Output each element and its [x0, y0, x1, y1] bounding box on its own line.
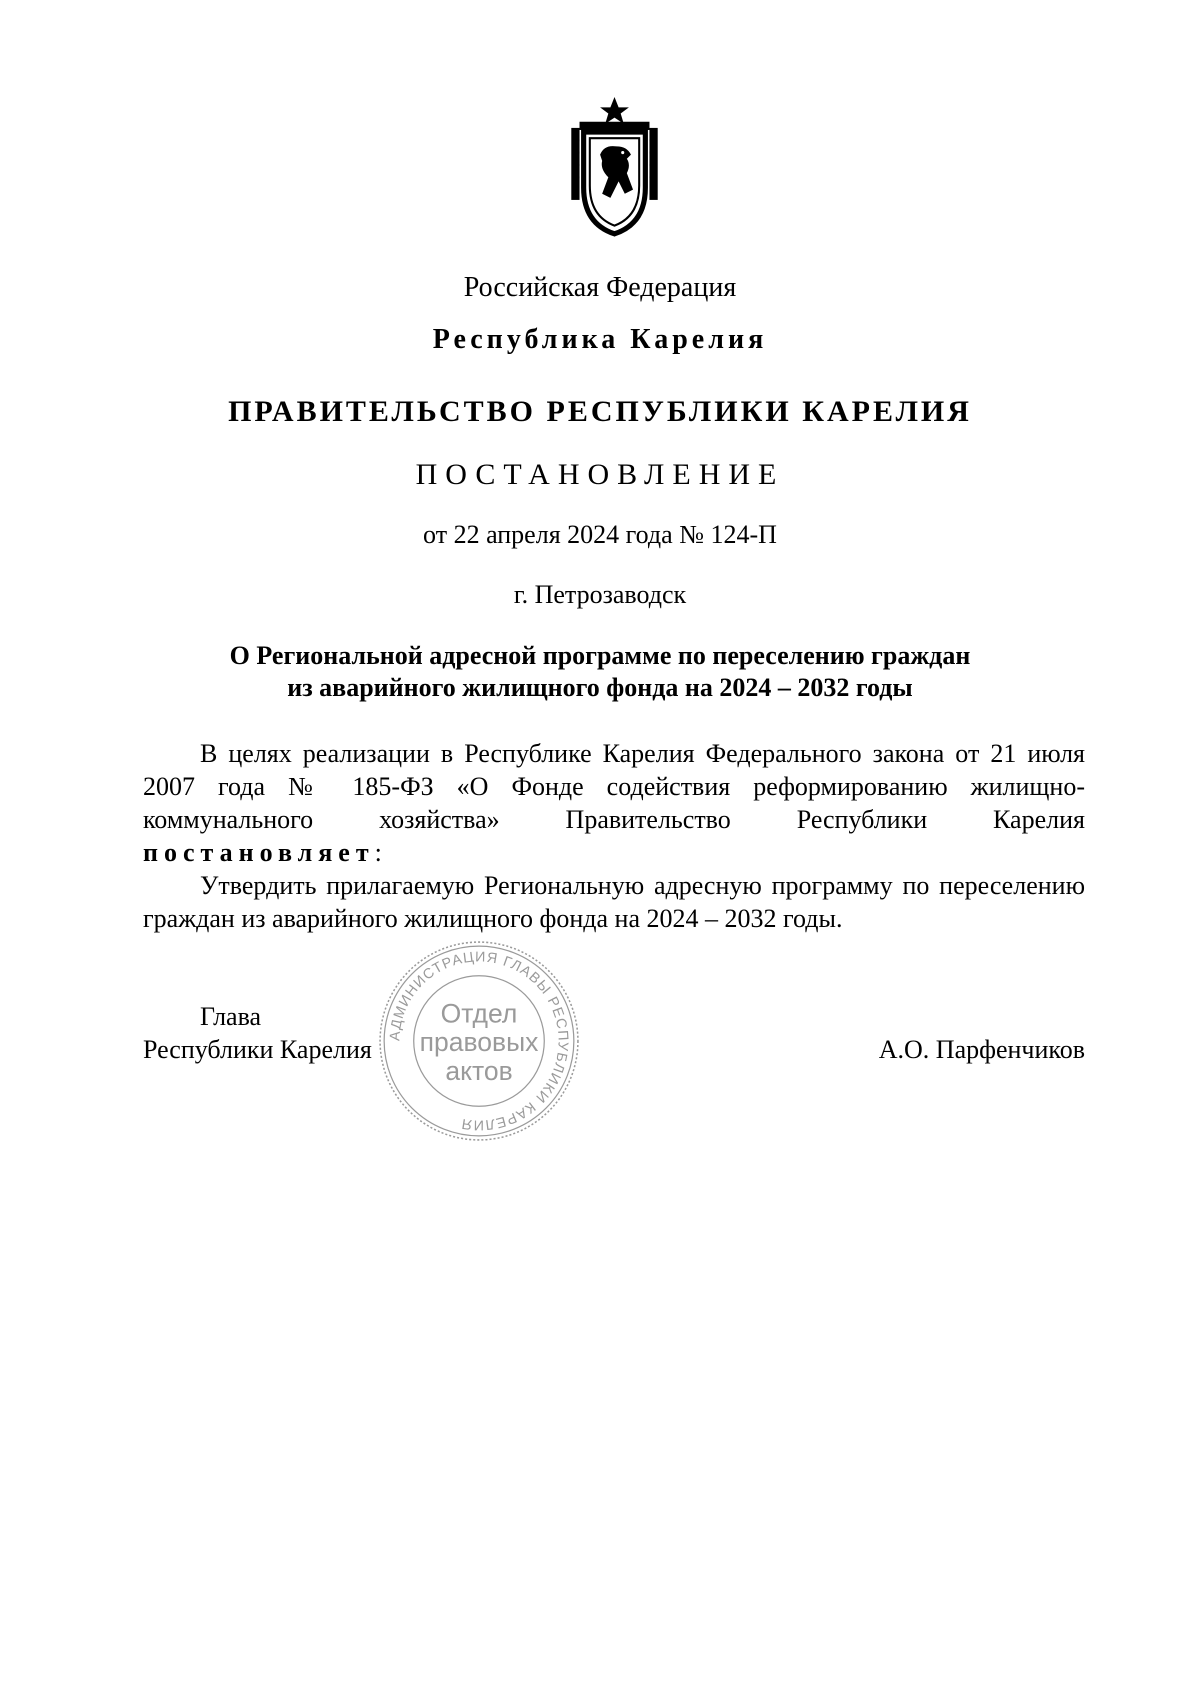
body-paragraph-1-text: В целях реализации в Республике Карелия Федерального закона от 21 июля 2007 года № 185-ФЗ «О Фонде содействия реформированию жилищно-коммунального хозяйства» Правительство Республики Карелия — [143, 739, 1085, 834]
stamp-ring-textpath: АДМИНИСТРАЦИЯ ГЛАВЫ РЕСПУБЛИКИ КАРЕЛИЯ — [387, 949, 571, 1133]
signatory-position: Глава — [200, 1002, 262, 1031]
body-paragraph-1 — [143, 737, 1085, 869]
country-name: Российская Федерация — [463, 272, 737, 303]
document-title — [0, 640, 1200, 704]
document-date-number: от 22 апреля 2024 года № 124-П — [423, 520, 777, 549]
signatory-name: А.О. Парфенчиков — [878, 1035, 1085, 1064]
signatory-position-block — [143, 1000, 372, 1066]
title-line-1: О Региональной адресной программе по переселению граждан — [229, 641, 971, 670]
stamp-line-1: Отдел — [440, 998, 518, 1029]
decree-keyword-punct: : — [374, 838, 382, 867]
stamp-line-3: актов — [445, 1055, 513, 1086]
stamp-line-2: правовых — [419, 1027, 539, 1058]
body-paragraph-2: Утвердить прилагаемую Региональную адресную программу по переселению граждан из аварийного жилищного фонда на 2024 – 2032 годы. — [143, 871, 1085, 933]
document-city: г. Петрозаводск — [513, 580, 687, 609]
republic-name: Республика Карелия — [432, 324, 768, 355]
official-stamp — [377, 939, 581, 1143]
document-type: ПОСТАНОВЛЕНИЕ — [415, 458, 785, 491]
title-line-2: из аварийного жилищного фонда на 2024 – 2032 годы — [287, 673, 913, 702]
karelia-coat-of-arms-icon — [563, 95, 666, 239]
government-name: ПРАВИТЕЛЬСТВО РЕСПУБЛИКИ КАРЕЛИЯ — [228, 395, 972, 428]
decree-keyword: постановляет — [143, 838, 375, 867]
document-body — [143, 737, 1085, 935]
signatory-organization: Республики Карелия — [143, 1035, 372, 1064]
